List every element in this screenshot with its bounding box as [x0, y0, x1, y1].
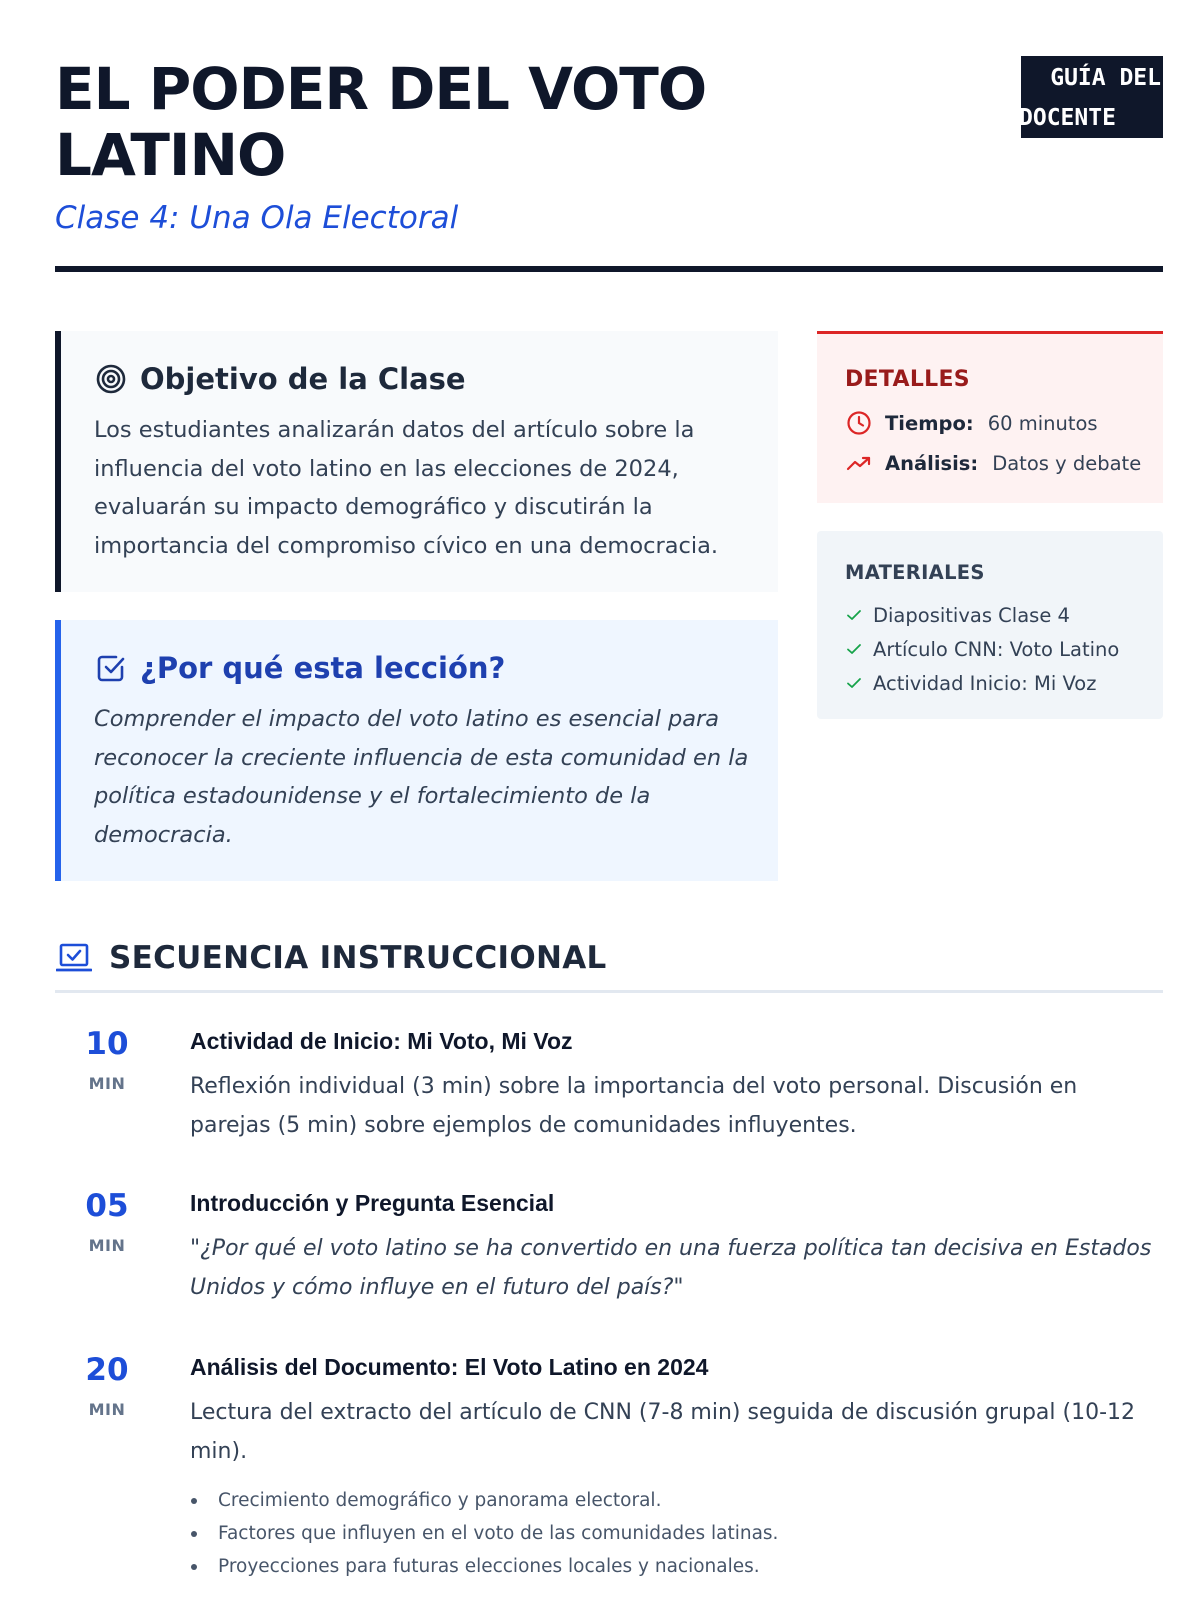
badge-line-1: GUÍA DEL [1050, 65, 1161, 91]
check-icon [845, 674, 863, 692]
step-description: Reflexión individual (3 min) sobre la importancia del voto personal. Discusión en parejas (5 min) sobre ejemplos de comunidades influyentes. [190, 1074, 1078, 1138]
step-minutes: 20 [85, 1352, 129, 1388]
material-item [845, 666, 1119, 700]
badge-line-2: DOCENTE [1019, 105, 1116, 131]
step-bullet: Crecimiento demográfico y panorama electoral. [190, 1484, 778, 1517]
detail-value: Datos y debate [992, 451, 1142, 475]
step-title: Actividad de Inicio: Mi Voto, Mi Voz [190, 1028, 573, 1054]
step-minutes: 10 [85, 1026, 129, 1062]
details-title: DETALLES [845, 367, 970, 392]
check-icon [845, 640, 863, 658]
why-lesson-text: Comprender el impacto del voto latino es esencial para reconocer la creciente influencia de esta comunidad en la política estadounidense y el fortalecimiento de la democracia. [94, 706, 749, 848]
why-lesson-title: ¿Por qué esta lección? [140, 651, 506, 685]
detail-label: Tiempo: [885, 411, 974, 435]
step-bullet: Proyecciones para futuras elecciones locales y nacionales. [190, 1550, 778, 1583]
step-description: Lectura del extracto del artículo de CNN (7-8 min) seguida de discusión grupal (10-12 min). [190, 1400, 1136, 1464]
clock-icon [845, 409, 873, 437]
page-subtitle: Clase 4: Una Ola Electoral [55, 200, 459, 236]
sequence-header [55, 935, 1163, 993]
objective-title: Objetivo de la Clase [140, 362, 466, 396]
step-bullet: Factores que influyen en el voto de las comunidades latinas. [190, 1517, 778, 1550]
step-min-label: MIN [88, 1074, 126, 1093]
target-icon [94, 362, 128, 396]
step-title: Análisis del Documento: El Voto Latino en 2024 [190, 1354, 709, 1380]
detail-row-time [845, 408, 1098, 438]
sequence-title: SECUENCIA INSTRUCCIONAL [109, 940, 607, 976]
why-lesson-header [94, 648, 505, 688]
materials-card [817, 531, 1163, 719]
detail-label: Análisis: [885, 451, 979, 475]
check-icon [845, 606, 863, 624]
materials-list [845, 598, 1119, 700]
material-label: Diapositivas Clase 4 [873, 603, 1070, 627]
detail-value: 60 minutos [987, 411, 1098, 435]
page-title: EL PODER DEL VOTO LATINO [55, 55, 707, 189]
material-item [845, 598, 1119, 632]
material-label: Artículo CNN: Voto Latino [873, 637, 1120, 661]
details-card [817, 331, 1163, 503]
step-title: Introducción y Pregunta Esencial [190, 1190, 555, 1216]
materials-title: MATERIALES [845, 561, 985, 584]
step-description: "¿Por qué el voto latino se ha convertido en una fuerza política tan decisiva en Estados Unidos y cómo influye en el futuro del país?" [190, 1236, 1152, 1300]
objective-header [94, 359, 466, 399]
detail-row-analysis [845, 448, 1141, 478]
teacher-guide-badge [1021, 56, 1163, 138]
checkbox-icon [94, 651, 128, 685]
material-label: Actividad Inicio: Mi Voz [873, 671, 1097, 695]
step-min-label: MIN [88, 1236, 126, 1255]
laptop-check-icon [55, 939, 93, 977]
step-min-label: MIN [88, 1400, 126, 1419]
step-bullet-list [190, 1484, 778, 1583]
page-header [55, 56, 1163, 272]
objective-text: Los estudiantes analizarán datos del artículo sobre la influencia del voto latino en las elecciones de 2024, evaluarán su impacto demográfico y discutirán la importancia del compromiso cívico en una democracia. [94, 417, 719, 559]
trending-up-icon [845, 449, 873, 477]
why-lesson-box [55, 620, 778, 881]
lesson-page [55, 0, 1163, 1600]
step-minutes: 05 [85, 1188, 129, 1224]
objective-box [55, 331, 778, 592]
material-item [845, 632, 1119, 666]
